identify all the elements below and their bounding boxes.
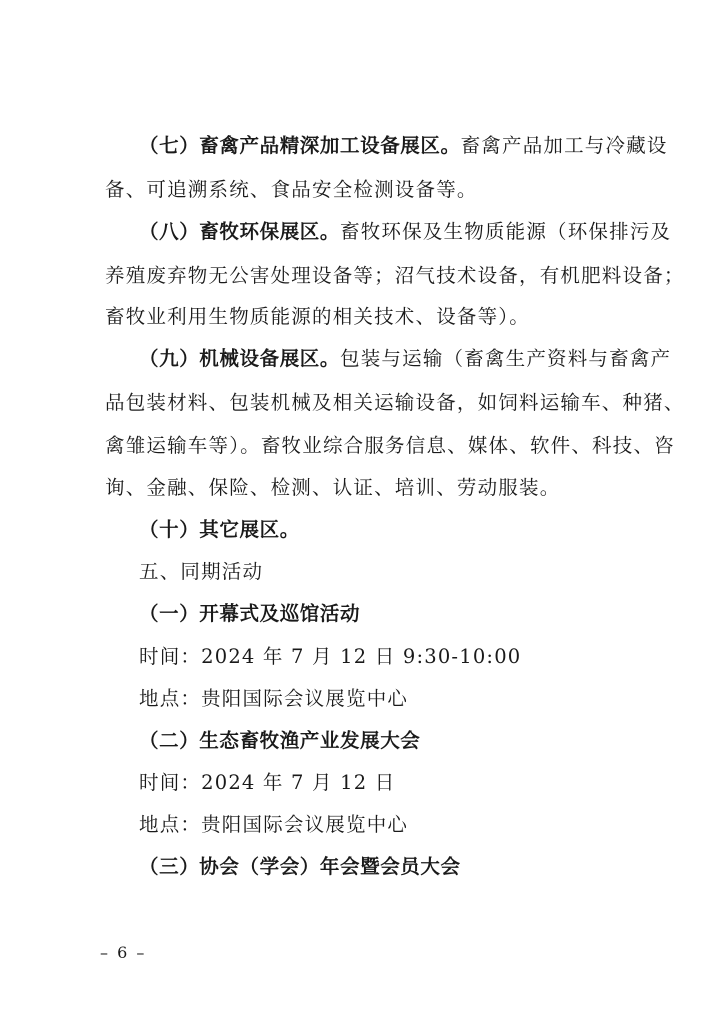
section-7-heading: （七）畜禽产品精深加工设备展区。 [139,134,461,157]
section-8-first-line [139,218,672,246]
section-9-body: 包装与运输（畜禽生产资料与畜禽产 [340,347,672,370]
activity-1-title: （一）开幕式及巡馆活动 [139,602,361,625]
activity-2-place: 地点：贵阳国际会议展览中心 [139,813,409,836]
activity-2-time: 时间：2024 年 7 月 12 日 [139,771,396,794]
section-7-first-line [139,132,668,160]
section-10-heading: （十）其它展区。 [139,518,300,541]
section-9-heading: （九）机械设备展区。 [139,347,341,370]
section-8-line-2: 养殖废弃物无公害处理设备等；沼气技术设备，有机肥料设备； [105,264,685,287]
section-9-first-line [139,345,672,373]
activity-1-place: 地点：贵阳国际会议展览中心 [139,687,409,710]
section-7-body: 畜禽产品加工与冷藏设 [460,134,668,157]
section-8-body: 畜牧环保及生物质能源（环保排污及 [340,220,672,243]
activity-1-time: 时间：2024 年 7 月 12 日 9:30-10:00 [139,645,522,668]
section-8-line-3: 畜牧业利用生物质能源的相关技术、设备等）。 [105,305,530,328]
section-7-line-2: 备、可追溯系统、食品安全检测设备等。 [105,178,478,201]
section-9-line-3: 禽雏运输车等）。畜牧业综合服务信息、媒体、软件、科技、咨 [105,434,675,457]
activity-2-title: （二）生态畜牧渔产业发展大会 [139,729,421,752]
activities-heading: 五、同期活动 [139,560,264,583]
section-8-heading: （八）畜牧环保展区。 [139,220,341,243]
activity-3-title: （三）协会（学会）年会暨会员大会 [139,855,461,878]
section-9-line-4: 询、金融、保险、检测、认证、培训、劳动服装。 [105,476,561,499]
page-number: – 6 – [100,943,147,962]
section-9-line-2: 品包装材料、包装机械及相关运输设备，如饲料运输车、种猪、 [105,391,685,414]
